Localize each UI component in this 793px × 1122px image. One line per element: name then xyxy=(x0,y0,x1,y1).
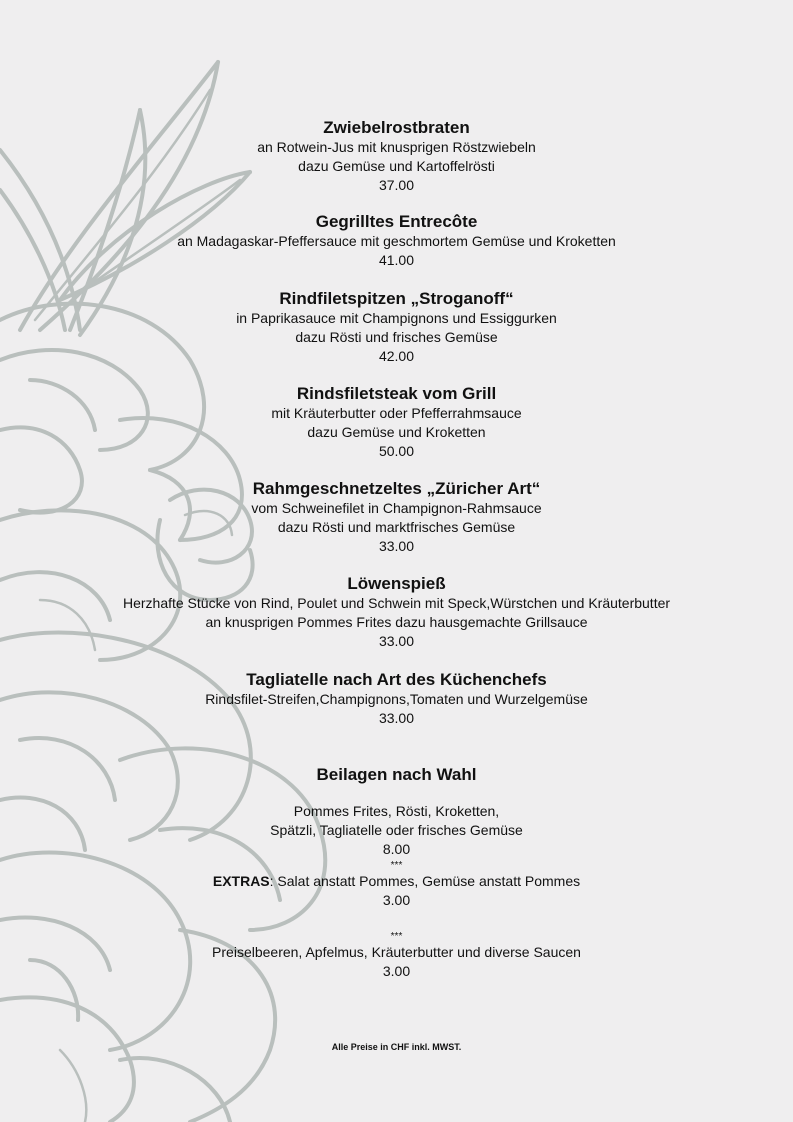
dish-title: Rahmgeschnetzeltes „Züricher Art“ xyxy=(252,479,541,498)
dish-title: Rindsfiletsteak vom Grill xyxy=(296,384,497,403)
extras-line xyxy=(0,872,793,891)
dish-description: an Madagaskar-Pfeffersauce mit geschmortem Gemüse und Kroketten xyxy=(177,233,616,249)
dish-title: Rindfiletspitzen „Stroganoff“ xyxy=(279,289,514,308)
dish-description: dazu Gemüse und Kroketten xyxy=(307,424,486,440)
dish-price: 33.00 xyxy=(378,710,415,726)
sauces-line: Preiselbeeren, Apfelmus, Kräuterbutter und diverse Saucen xyxy=(212,944,581,960)
dish-title: Tagliatelle nach Art des Küchenchefs xyxy=(246,670,547,689)
dish-description: an Rotwein-Jus mit knusprigen Röstzwiebeln xyxy=(257,139,536,155)
dish-description: dazu Gemüse und Kartoffelrösti xyxy=(298,158,495,174)
sides-line: Pommes Frites, Rösti, Kroketten, xyxy=(293,803,500,819)
extras-label: EXTRAS xyxy=(212,873,270,889)
extras-text: : Salat anstatt Pommes, Gemüse anstatt Pommes xyxy=(269,873,581,889)
price-footnote: Alle Preise in CHF inkl. MWST. xyxy=(331,1042,462,1052)
sides-section xyxy=(0,802,793,910)
dish-title: Löwenspieß xyxy=(347,574,446,593)
extras-price: 3.00 xyxy=(382,892,411,908)
dish-price: 41.00 xyxy=(378,252,415,268)
dish-description: mit Kräuterbutter oder Pfefferrahmsauce xyxy=(271,405,522,421)
sides-line: Spätzli, Tagliatelle oder frisches Gemüse xyxy=(270,822,523,838)
dish-tagliatelle xyxy=(0,669,793,728)
sides-heading: Beilagen nach Wahl xyxy=(316,765,477,784)
dish-description: dazu Rösti und marktfrisches Gemüse xyxy=(277,519,516,535)
dish-zwiebelrostbraten xyxy=(0,117,793,195)
separator-stars: *** xyxy=(390,860,403,871)
dish-entrecote xyxy=(0,211,793,270)
dish-price: 37.00 xyxy=(378,177,415,193)
dish-price: 42.00 xyxy=(378,348,415,364)
sauces-section xyxy=(0,930,793,981)
dish-price: 50.00 xyxy=(378,443,415,459)
dish-price: 33.00 xyxy=(378,633,415,649)
dish-description: vom Schweinefilet in Champignon-Rahmsauce xyxy=(251,500,542,516)
dish-description: in Paprikasauce mit Champignons und Essiggurken xyxy=(236,310,557,326)
dish-price: 33.00 xyxy=(378,538,415,554)
sides-price: 8.00 xyxy=(382,841,411,857)
dish-description: Herzhafte Stücke von Rind, Poulet und Schwein mit Speck,Würstchen und Kräuterbutter xyxy=(122,595,671,611)
dish-description: dazu Rösti und frisches Gemüse xyxy=(295,329,498,345)
dish-rindsfiletsteak xyxy=(0,383,793,461)
dish-description: an knusprigen Pommes Frites dazu hausgemachte Grillsauce xyxy=(205,614,588,630)
dish-title: Zwiebelrostbraten xyxy=(323,118,470,137)
separator-stars: *** xyxy=(390,931,403,942)
dish-description: Rindsfilet-Streifen,Champignons,Tomaten und Wurzelgemüse xyxy=(205,691,588,707)
dish-title: Gegrilltes Entrecôte xyxy=(315,212,478,231)
dish-rahmgeschnetzeltes xyxy=(0,478,793,556)
sauces-price: 3.00 xyxy=(382,963,411,979)
dish-stroganoff xyxy=(0,288,793,366)
dish-loewenspiess xyxy=(0,573,793,651)
